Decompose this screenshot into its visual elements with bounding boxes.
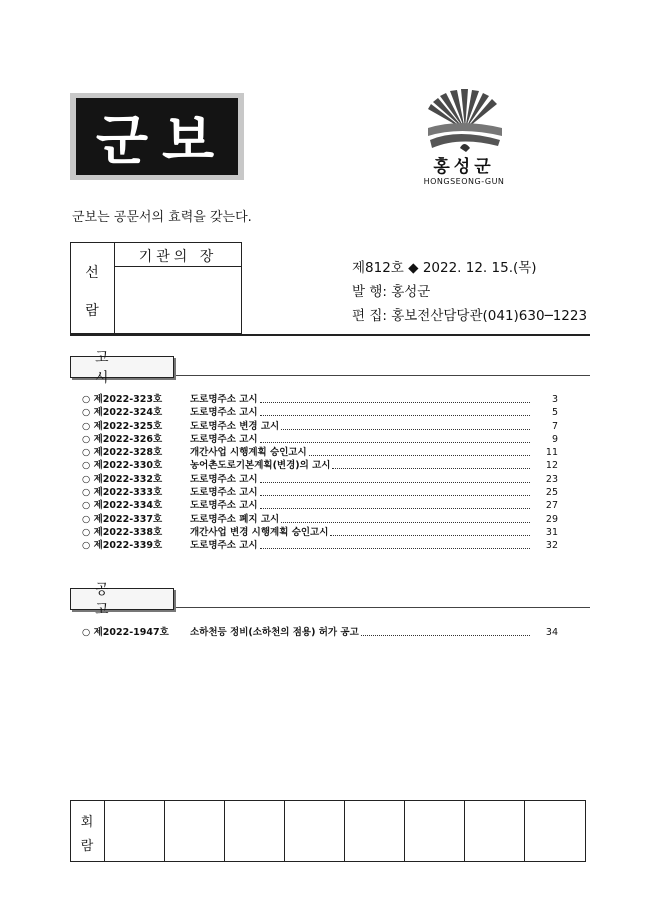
toc-number: ○ 제2022-325호 — [82, 420, 163, 432]
toc-page: 7 — [551, 420, 558, 432]
toc-title: 도로명주소 고시 — [190, 487, 258, 499]
toc-number: ○ 제2022-326호 — [82, 433, 163, 445]
toc-page: 11 — [545, 447, 558, 459]
toc-leader-dots — [260, 406, 530, 416]
circulation-table — [70, 800, 586, 862]
toc-number: ○ 제2022-333호 — [82, 487, 163, 499]
toc-leader-dots — [260, 539, 530, 549]
circulation-label-bottom: 람 — [80, 839, 94, 854]
circulation-col-divider — [344, 800, 345, 862]
toc-title: 도로명주소 고시 — [190, 540, 258, 552]
logo-name: 홍성군 — [433, 157, 495, 177]
toc-number: ○ 제2022-337호 — [82, 513, 163, 525]
toc-leader-dots — [260, 433, 530, 443]
toc-page: 3 — [551, 394, 558, 405]
toc-title: 도로명주소 고시 — [190, 407, 258, 419]
toc-leader-dots — [260, 473, 530, 483]
toc-title-wrap — [190, 513, 530, 526]
circulation-col-divider — [104, 800, 105, 862]
toc-leader-dots — [260, 486, 530, 496]
toc-title: 도로명주소 고시 — [190, 394, 258, 405]
toc-title: 도로명주소 고시 — [190, 473, 258, 485]
circulation-col-divider — [524, 800, 525, 862]
approval-head-label: 기관의 장 — [138, 249, 218, 265]
toc-page: 5 — [551, 407, 558, 419]
toc-page: 12 — [545, 460, 558, 472]
toc-row — [82, 539, 558, 552]
toc-title: 도로명주소 고시 — [190, 433, 258, 445]
toc-title: 도로명주소 변경 고시 — [190, 420, 280, 432]
toc-title-wrap — [190, 459, 530, 472]
toc-title-wrap — [190, 420, 530, 433]
toc-title-wrap — [190, 499, 530, 512]
section-gonggo-rule — [176, 607, 590, 608]
toc-row — [82, 626, 558, 639]
toc-page: 9 — [551, 433, 558, 445]
toc-page: 25 — [545, 487, 558, 499]
toc-leader-dots — [281, 513, 530, 523]
toc-number: ○ 제2022-328호 — [82, 447, 163, 459]
toc-row — [82, 420, 558, 433]
toc-leader-dots — [281, 420, 530, 430]
toc-row — [82, 446, 558, 459]
section-gosi-rule — [176, 375, 590, 376]
toc-title-wrap — [190, 473, 530, 486]
toc-number: ○ 제2022-339호 — [82, 540, 163, 552]
toc-number: ○ 제2022-338호 — [82, 526, 163, 538]
toc-title-wrap — [190, 486, 530, 499]
section-gosi-header: 고 시 — [70, 356, 174, 378]
toc-title-wrap — [190, 526, 530, 539]
toc-title-wrap — [190, 539, 530, 552]
toc-leader-dots — [309, 446, 530, 456]
toc-title-wrap — [190, 393, 530, 406]
publisher-info: 발 행: 홍성군 — [352, 284, 431, 300]
toc-page: 29 — [545, 513, 558, 525]
toc-title-wrap — [190, 446, 530, 459]
approval-label-bottom: 람 — [85, 303, 99, 319]
circulation-col-divider — [164, 800, 165, 862]
toc-number: ○ 제2022-332호 — [82, 473, 163, 485]
circulation-col-divider — [404, 800, 405, 862]
toc-title: 개간사업 시행계획 승인고시 — [190, 447, 307, 459]
toc-leader-dots — [332, 459, 530, 469]
toc-page: 27 — [545, 500, 558, 512]
toc-page: 34 — [545, 627, 558, 638]
toc-row — [82, 393, 558, 406]
toc-number: ○ 제2022-1947호 — [82, 627, 169, 638]
circulation-col-divider — [224, 800, 225, 862]
toc-number: ○ 제2022-334호 — [82, 500, 163, 512]
toc-title-wrap — [190, 433, 530, 446]
toc-title: 도로명주소 고시 — [190, 500, 258, 512]
editor-info: 편 집: 홍보전산담당관(041)630─1223 — [352, 308, 588, 324]
toc-row — [82, 486, 558, 499]
toc-row — [82, 459, 558, 472]
toc-title: 농어촌도로기본계획(변경)의 고시 — [190, 460, 331, 472]
toc-title: 도로명주소 폐지 고시 — [190, 513, 280, 525]
circulation-label-top: 회 — [80, 815, 94, 830]
toc-row — [82, 526, 558, 539]
toc-number: ○ 제2022-324호 — [82, 407, 163, 419]
approval-label-top: 선 — [85, 265, 99, 281]
toc-title-wrap — [190, 406, 530, 419]
approval-header-line — [114, 266, 242, 267]
section-gonggo-header: 공 고 — [70, 588, 174, 610]
circulation-col-divider — [284, 800, 285, 862]
toc-number: ○ 제2022-323호 — [82, 394, 163, 405]
toc-page: 32 — [545, 540, 558, 552]
toc-number: ○ 제2022-330호 — [82, 460, 163, 472]
header-rule — [70, 334, 590, 336]
toc-row — [82, 433, 558, 446]
toc-leader-dots — [361, 626, 530, 636]
toc-title: 개간사업 변경 시행계획 승인고시 — [190, 526, 329, 538]
toc-title-wrap — [190, 626, 530, 639]
toc-page: 31 — [545, 526, 558, 538]
toc-row — [82, 406, 558, 419]
bulletin-title: 군보 — [76, 98, 238, 175]
toc-row — [82, 513, 558, 526]
toc-row — [82, 499, 558, 512]
gonggo-list — [82, 626, 558, 639]
toc-title: 소하천등 정비(소하천의 점용) 허가 공고 — [190, 627, 359, 638]
toc-page: 23 — [545, 473, 558, 485]
toc-leader-dots — [260, 499, 530, 509]
legal-notice: 군보는 공문서의 효력을 갖는다. — [72, 210, 252, 225]
circulation-col-divider — [464, 800, 465, 862]
toc-leader-dots — [330, 526, 530, 536]
logo-english-name: HONGSEONG-GUN — [423, 177, 505, 186]
toc-leader-dots — [260, 393, 530, 403]
issue-info: 제812호 ◆ 2022. 12. 15.(목) — [352, 260, 537, 276]
gosi-list — [82, 393, 558, 553]
toc-row — [82, 473, 558, 486]
